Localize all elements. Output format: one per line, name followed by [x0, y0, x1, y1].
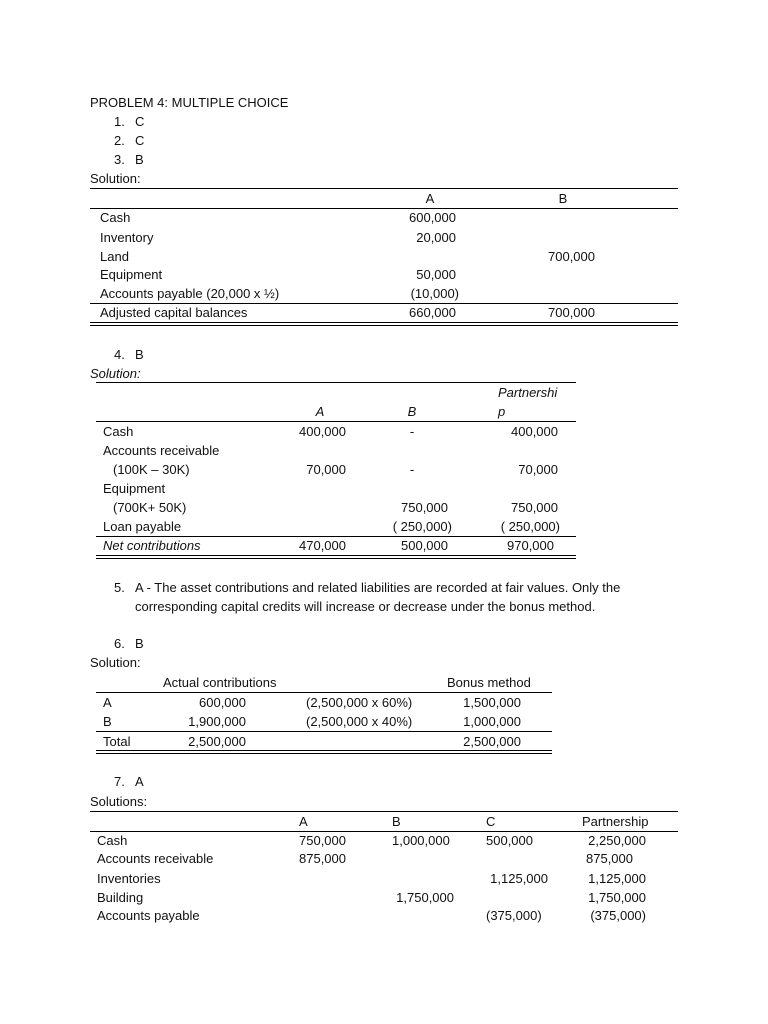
- cell-b: -: [409, 462, 415, 477]
- answer-number: 2.: [114, 133, 125, 148]
- column-header: A: [425, 191, 435, 206]
- cell-c: 500,000: [486, 833, 533, 848]
- cell-c: (375,000): [486, 908, 542, 923]
- cell-bonus: 1,000,000: [463, 714, 521, 729]
- column-header: B: [407, 404, 417, 419]
- cell-partnership: 1,125,000: [588, 871, 646, 886]
- row-label: Building: [97, 890, 144, 905]
- row-label: Inventory: [100, 230, 154, 245]
- total-actual: 2,500,000: [188, 734, 246, 749]
- answer-choice: B: [135, 347, 144, 362]
- cell-b: -: [409, 424, 415, 439]
- cell-actual: 600,000: [199, 695, 246, 710]
- row-label: Cash: [100, 210, 131, 225]
- row-label: Cash: [103, 424, 134, 439]
- cell-a: 750,000: [299, 833, 346, 848]
- solution-label: Solution:: [90, 171, 141, 186]
- cell-partnership: 70,000: [518, 462, 558, 477]
- cell-a: (10,000): [410, 286, 459, 301]
- solution-label: Solution:: [90, 655, 141, 670]
- total-b: 500,000: [401, 538, 448, 553]
- cell-partnership: 1,750,000: [588, 890, 646, 905]
- answer-number: 1.: [114, 114, 125, 129]
- answer-number: 4.: [114, 347, 125, 362]
- solution-label: Solution:: [90, 366, 141, 381]
- total-a: 660,000: [409, 305, 456, 320]
- answer-number: 5.: [114, 580, 125, 595]
- cell-c: 1,125,000: [490, 871, 548, 886]
- column-header: Actual contributions: [163, 675, 277, 690]
- cell-b: ( 250,000): [392, 519, 452, 534]
- row-label: Accounts receivable: [97, 851, 214, 866]
- total-b: 700,000: [548, 305, 595, 320]
- cell-a: 50,000: [416, 267, 456, 282]
- column-header: A: [299, 814, 308, 829]
- row-label: Land: [100, 249, 129, 264]
- column-header: Partnership: [582, 814, 649, 829]
- row-label: Equipment: [100, 267, 163, 282]
- row-label: Accounts receivable: [103, 443, 220, 458]
- row-label: A: [103, 695, 112, 710]
- cell-actual: 1,900,000: [188, 714, 246, 729]
- cell-b: 750,000: [401, 500, 448, 515]
- answer-number: 6.: [114, 636, 125, 651]
- column-header: C: [486, 814, 496, 829]
- cell-a: 400,000: [299, 424, 346, 439]
- answer-number: 7.: [114, 774, 125, 789]
- row-label: (100K – 30K): [113, 462, 190, 477]
- row-label: (700K+ 50K): [113, 500, 187, 515]
- cell-partnership: 400,000: [511, 424, 558, 439]
- total-bonus: 2,500,000: [463, 734, 521, 749]
- row-label: Accounts payable (20,000 x ½): [100, 286, 280, 301]
- row-label: Cash: [97, 833, 128, 848]
- cell-partnership: ( 250,000): [500, 519, 560, 534]
- row-label: Accounts payable: [97, 908, 200, 923]
- answer-choice: A: [135, 774, 144, 789]
- answer-choice: B: [135, 636, 144, 651]
- cell-b: 1,750,000: [396, 890, 454, 905]
- row-label: Loan payable: [103, 519, 182, 534]
- total-partnership: 970,000: [507, 538, 554, 553]
- answer-number: 3.: [114, 152, 125, 167]
- cell-bonus: 1,500,000: [463, 695, 521, 710]
- cell-partnership: 875,000: [586, 851, 633, 866]
- cell-partnership: (375,000): [590, 908, 646, 923]
- row-label: Inventories: [97, 871, 161, 886]
- cell-b: 700,000: [548, 249, 595, 264]
- cell-partnership: 750,000: [511, 500, 558, 515]
- row-label: B: [103, 714, 112, 729]
- solutions-label: Solutions:: [90, 794, 148, 809]
- cell-b: 1,000,000: [392, 833, 450, 848]
- cell-a: 20,000: [416, 230, 456, 245]
- total-label: Total: [103, 734, 131, 749]
- column-header: p: [498, 404, 506, 419]
- cell-partnership: 2,250,000: [588, 833, 646, 848]
- column-header: B: [392, 814, 401, 829]
- answer-choice: B: [135, 152, 144, 167]
- column-header: Partnershi: [498, 385, 558, 400]
- total-label: Adjusted capital balances: [100, 305, 248, 320]
- cell-calc: (2,500,000 x 40%): [306, 714, 413, 729]
- cell-calc: (2,500,000 x 60%): [306, 695, 413, 710]
- total-a: 470,000: [299, 538, 346, 553]
- row-label: Equipment: [103, 481, 166, 496]
- cell-a: 70,000: [306, 462, 346, 477]
- total-label: Net contributions: [103, 538, 201, 553]
- column-header: A: [315, 404, 325, 419]
- cell-a: 600,000: [409, 210, 456, 225]
- problem-title: PROBLEM 4: MULTIPLE CHOICE: [90, 95, 289, 110]
- answer-choice: C: [135, 133, 145, 148]
- column-header: B: [558, 191, 568, 206]
- answer-choice: C: [135, 114, 145, 129]
- answer-text-line: A - The asset contributions and related liabilities are recorded at fair values. Only the: [135, 580, 621, 595]
- column-header: Bonus method: [447, 675, 531, 690]
- cell-a: 875,000: [299, 851, 346, 866]
- answer-text-line: corresponding capital credits will increase or decrease under the bonus method.: [135, 599, 596, 614]
